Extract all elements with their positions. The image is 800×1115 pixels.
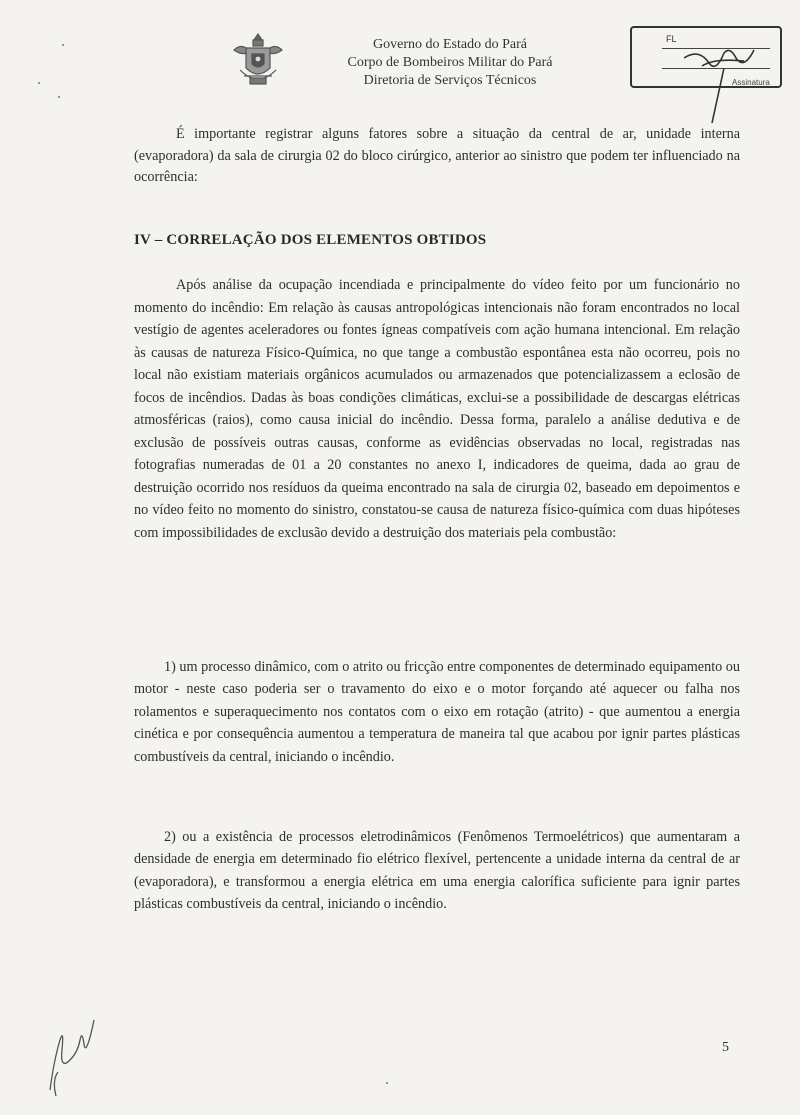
header-line-directorate: Diretoria de Serviços Técnicos (363, 73, 537, 88)
letterhead (300, 36, 600, 90)
scan-speck (38, 82, 40, 84)
scan-speck (62, 44, 64, 46)
page-number: 5 (722, 1040, 729, 1055)
intro-paragraph: É importante registrar alguns fatores sobre a situação da central de ar, unidade interna (evaporadora) da sala de cirurgia 02 do bloco cirúrgico, anterior ao sinistro que podem ter influenciado na ocorrência: (134, 126, 740, 186)
main-paragraph: Após análise da ocupação incendiada e principalmente do vídeo feito por um funcionário no momento do incêndio: Em relação às causas antropológicas intencionais não foram encontrados no local vestígio de agentes aceleradores ou fontes ígneas compatíveis com ação humana intencional. Em relação às causas de natureza Físico-Química, no que tange a combustão espontânea esta não ocorreu, pois no local não existiam materiais orgânicos acumulados ou armazenados que potencializassem a eclosão de focos de incêndios. Dadas às boas condições climáticas, exclui-se a possibilidade de descargas elétricas atmosféricas (raios), como causa inicial do incêndio. Dessa forma, paralelo a análise dedutiva e de exclusão de possíveis outras causas, conforme as evidências observadas no local, registradas nas fotografias numeradas de 01 a 20 constantes no anexo I, indicadores de queima, dada ao grau de destruição ocorrido nos resíduos da queima encontrado na sala de cirurgia 02, baseado em depoimentos e no vídeo feito no momento do sinistro, constatou-se causa de natureza físico-química com duas hipóteses com impossibilidades de exclusão devido a destruição dos materiais pela combustão: (134, 277, 740, 542)
section-heading: IV – CORRELAÇÃO DOS ELEMENTOS OBTIDOS (134, 232, 487, 248)
hypothesis-2-paragraph: 2) ou a existência de processos eletrodinâmicos (Fenômenos Termoelétricos) que aumentaram a densidade de energia em determinado fio elétrico flexível, pertencente a unidade interna da central de ar (evaporadora), e transformou a energia elétrica em uma energia calorífica suficiente para ignir partes plásticas combustíveis da central, iniciando o incêndio. (134, 829, 740, 913)
stamp-fl-label: FL (666, 34, 677, 44)
stamp-signature-label: Assinatura (732, 78, 770, 87)
stamp-signature-scribble (654, 28, 774, 128)
margin-signature (40, 1000, 110, 1100)
scan-speck (58, 96, 60, 98)
header-line-fire-department: Corpo de Bombeiros Militar do Pará (347, 55, 553, 70)
coat-of-arms-icon (228, 30, 288, 92)
header-line-government: Governo do Estado do Pará (373, 37, 527, 52)
page-stamp (630, 26, 782, 88)
scan-speck (386, 1082, 388, 1084)
hypothesis-1-paragraph: 1) um processo dinâmico, com o atrito ou fricção entre componentes de determinado equipamento ou motor - neste caso poderia ser o travamento do eixo e o motor forçando até aquecer ou falha nos rolamentos e superaquecimento nos contatos com o eixo em rotação (atrito) - que aumentou a energia cinética e por consequência aumentou a temperatura de maneira tal que acabou por ignir partes plásticas combustíveis da central, iniciando o incêndio. (134, 659, 740, 765)
